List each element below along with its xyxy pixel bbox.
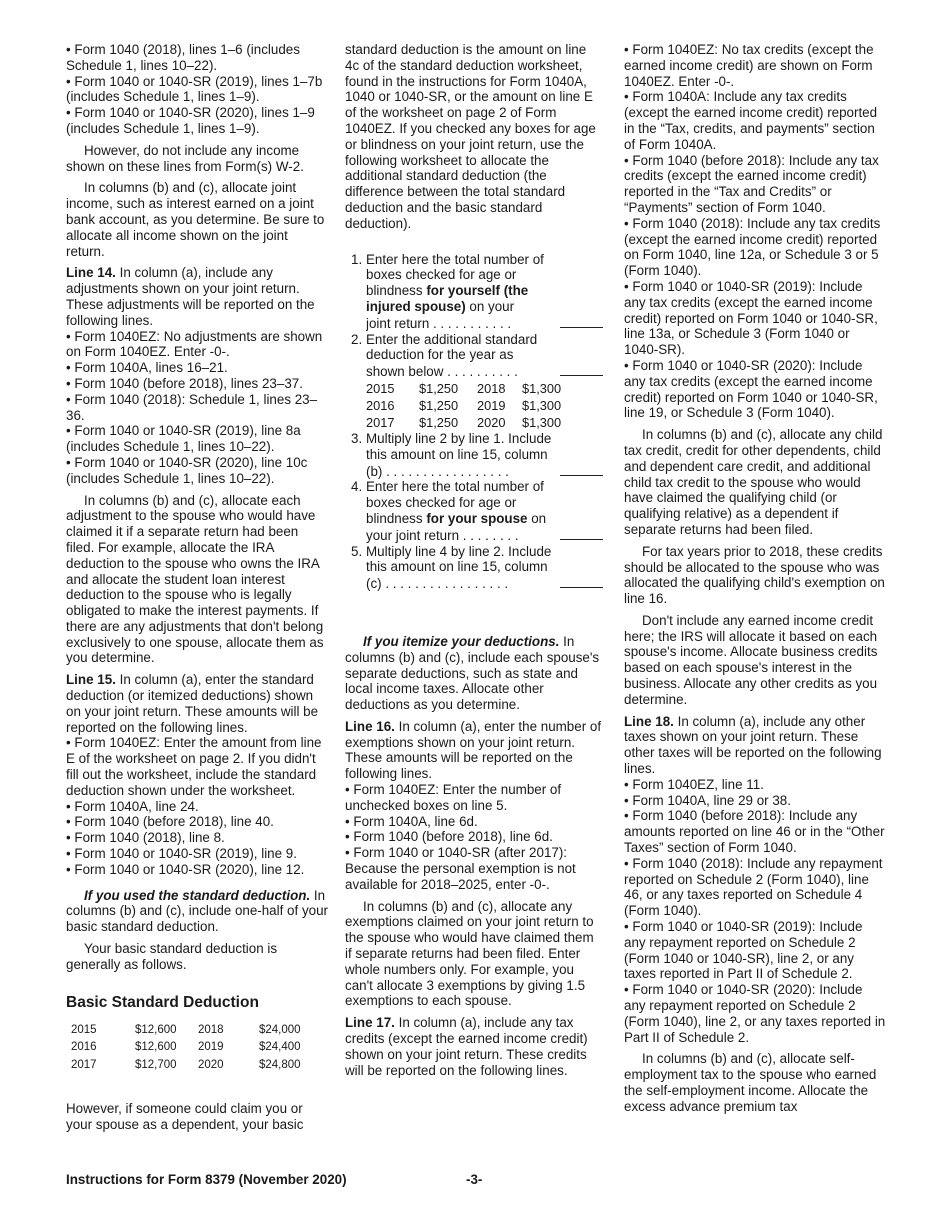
line-14-text: In column (a), include any adjustments shown on your joint return. These adjustments will be reported on the following lines.	[66, 265, 315, 328]
paragraph-allocate-exemptions: In columns (b) and (c), allocate any exemptions claimed on your joint return to the spouse who would have claimed them if separate returns had been filed. Enter whole numbers only. For example, you can't allocate 3 exemptions by giving 1.5 exemptions to each spouse.	[345, 898, 594, 1009]
footer-title: Instructions for Form 8379 (November 2020)	[66, 1172, 347, 1187]
bsd-cell: 2018	[198, 1023, 224, 1036]
paragraph-however-dependent: However, if someone could claim you or your spouse as a dependent, your basic	[66, 1101, 304, 1132]
bsd-row	[71, 1022, 319, 1040]
line-14-intro	[66, 265, 328, 328]
bsd-cell: $24,400	[259, 1041, 301, 1054]
worksheet-entry-line-2[interactable]	[560, 363, 603, 376]
line-17-intro	[345, 1015, 603, 1078]
worksheet-text: blindness for your spouse on	[366, 510, 547, 526]
column-3	[624, 42, 886, 1121]
worksheet-text: deduction for the year as	[366, 347, 514, 363]
worksheet-text: Enter the additional standard	[366, 331, 538, 347]
bullet-1040sr-2019: • Form 1040 or 1040-SR (2019), lines 1–7b (includes Schedule 1, lines 1–9).	[66, 73, 323, 105]
line-14-bullet: • Form 1040 (2018): Schedule 1, lines 23–36.	[66, 391, 318, 423]
line-17-bullet: • Form 1040 or 1040-SR (2020): Include any tax credits (except the earned income credit) reported on Form 1040 or 1040-SR, line 19, or Schedule 3 (Form 1040).	[624, 357, 878, 421]
paragraph-itemize	[345, 634, 603, 713]
line-15-text: In column (a), enter the standard deduction (or itemized deductions) shown on your joint return. These amounts will be reported on the following lines.	[66, 672, 319, 735]
itemize-text: In columns (b) and (c), include each spouse's separate deductions, such as state and local income taxes. Allocate other deductions as you determine.	[345, 633, 600, 713]
worksheet-text: (b) . . . . . . . . . . . . . . . . .	[366, 463, 509, 479]
line-18-bullet: • Form 1040 or 1040-SR (2020): Include any repayment reported on Schedule 2 (Form 1040), line 2, or any taxes reported in Part II of Schedule 2.	[624, 982, 886, 1045]
column-2	[345, 42, 603, 1078]
worksheet-text: (c) . . . . . . . . . . . . . . . . .	[366, 576, 509, 592]
line-16-intro	[345, 719, 603, 782]
paragraph-prior-2018: For tax years prior to 2018, these credits should be allocated to the spouse who was allocated the qualifying child's exemption on line 16.	[624, 543, 885, 607]
line-15-bullet: • Form 1040A, line 24.	[66, 798, 199, 814]
additional-deduction-cell: 2016	[366, 397, 395, 413]
line-18-bullet: • Form 1040 (before 2018): Include any amounts reported on line 46 or in the “Other Taxes” section of Form 1040.	[624, 808, 885, 856]
line-18-bullet: • Form 1040 or 1040-SR (2019): Include any repayment reported on Schedule 2 (Form 1040 or 1040-SR), line 2, or any taxes reported in Part II of Schedule 2.	[624, 919, 863, 982]
additional-deduction-cell: 2015	[366, 380, 395, 396]
worksheet-text: Multiply line 2 by line 1. Include	[366, 430, 552, 446]
worksheet-item-2	[345, 332, 603, 380]
worksheet-text: Enter here the total number of	[366, 251, 544, 267]
line-15-bullet: • Form 1040 or 1040-SR (2019), line 9.	[66, 846, 297, 862]
worksheet-text: boxes checked for age or	[366, 495, 517, 511]
line-16-bullet: • Form 1040 (before 2018), line 6d.	[345, 829, 553, 845]
line-18-label: Line 18.	[624, 713, 674, 729]
paragraph-self-employment: In columns (b) and (c), allocate self-employment tax to the spouse who earned the self-employment income. Allocate the excess advance premium tax	[624, 1051, 877, 1114]
bsd-cell: $24,800	[259, 1059, 301, 1072]
line-14-bullet: • Form 1040 or 1040-SR (2019), line 8a (includes Schedule 1, lines 10–22).	[66, 423, 301, 455]
worksheet-entry-line-3[interactable]	[560, 463, 603, 476]
paragraph-allocate-joint-income: In columns (b) and (c), allocate joint income, such as interest earned on a joint bank account, as you determine. Be sure to allocate all income shown on the joint return.	[66, 180, 325, 259]
line-14-bullet: • Form 1040 (before 2018), lines 23–37.	[66, 375, 303, 391]
bsd-cell: 2015	[71, 1023, 97, 1036]
worksheet-text: this amount on line 15, column	[366, 446, 548, 462]
line-15-bullet: • Form 1040 or 1040-SR (2020), line 12.	[66, 861, 305, 877]
paragraph-standard-deduction	[66, 888, 328, 935]
paragraph-standard-deduction-cont: standard deduction is the amount on line 4c of the standard deduction worksheet, found in the instructions for Form 1040A, 1040 or 1040-SR, or the amount on line E of the worksheet on page 2 of Form 1040EZ. If you checked any boxes for age or blindness on your joint return, use the following worksheet to allocate the additional standard deduction (the difference between the total standard deduction and the basic standard deduction).	[345, 42, 596, 231]
line-18-bullet: • Form 1040 (2018): Include any repayment reported on Schedule 2 (Form 1040), line 46, or any taxes reported on Schedule 4 (Form 1040).	[624, 855, 883, 919]
line-18-intro	[624, 714, 886, 777]
additional-deduction-cell: 2019	[477, 397, 506, 413]
bsd-row	[71, 1039, 319, 1057]
worksheet-text: shown below . . . . . . . . . .	[366, 364, 518, 380]
line-15-intro	[66, 672, 328, 735]
bsd-cell: 2016	[71, 1041, 97, 1054]
standard-deduction-heading: If you used the standard deduction.	[84, 887, 311, 903]
line-14-label: Line 14.	[66, 265, 116, 281]
bsd-cell: 2017	[71, 1059, 97, 1072]
worksheet-text: your joint return . . . . . . . .	[366, 527, 519, 543]
page-number: -3-	[466, 1172, 483, 1187]
bsd-row	[71, 1057, 319, 1075]
worksheet-entry-line-5[interactable]	[560, 575, 603, 588]
additional-deduction-cell: $1,300	[522, 414, 562, 430]
worksheet-item-number: 5.	[351, 543, 363, 559]
line-17-bullet: • Form 1040 or 1040-SR (2019): Include any tax credits (except the earned income credit) reported on Form 1040 or 1040-SR, line 13a, or Schedule 3 (Form 1040 or 1040-SR).	[624, 278, 878, 358]
additional-deduction-row	[366, 414, 580, 431]
additional-deduction-cell: $1,300	[522, 380, 562, 396]
worksheet-item-number: 2.	[351, 331, 363, 347]
additional-deduction-cell: 2020	[477, 414, 506, 430]
bsd-cell: $12,700	[135, 1059, 177, 1072]
basic-standard-deduction-heading: Basic Standard Deduction	[66, 993, 259, 1011]
standard-deduction-text: In columns (b) and (c), include one-half of your basic standard deduction.	[66, 887, 328, 935]
line-16-bullet: • Form 1040A, line 6d.	[345, 813, 478, 829]
bsd-cell: $12,600	[135, 1023, 177, 1036]
line-16-label: Line 16.	[345, 718, 395, 734]
itemize-heading: If you itemize your deductions.	[363, 633, 560, 649]
worksheet-text: this amount on line 15, column	[366, 559, 548, 575]
worksheet-text: Multiply line 4 by line 2. Include	[366, 543, 552, 559]
line-18-text: In column (a), include any other taxes shown on your joint return. These other taxes will be reported on the following lines.	[624, 713, 882, 777]
column-1	[66, 42, 328, 1139]
line-17-bullet: • Form 1040EZ: No tax credits (except the earned income credit) are shown on Form 1040EZ. Enter -0-.	[624, 42, 874, 89]
additional-deduction-table	[366, 380, 580, 431]
line-15-bullet: • Form 1040 (before 2018), line 40.	[66, 814, 274, 830]
bsd-cell: $12,600	[135, 1041, 177, 1054]
paragraph-allocate-adjustments: In columns (b) and (c), allocate each adjustment to the spouse who would have claimed it if a separate return had been filed. For example, allocate the IRA deduction to the spouse who owns the IRA and allocate the student loan interest deduction to the spouse who is legally obligated to make the interest payments. If there are any adjustments that don't belong exclusively to one spouse, allocate them as you determine.	[66, 492, 324, 666]
paragraph-earned-income-credit: Don't include any earned income credit here; the IRS will allocate it based on each spouse's income. Allocate business credits based on each spouse's interest in the business. Allocate any other credits as you determine.	[624, 612, 878, 707]
worksheet-text: Enter here the total number of	[366, 479, 544, 495]
paragraph-child-credits: In columns (b) and (c), allocate any child tax credit, credit for other dependents, child and dependent care credit, and additional child tax credit to the spouse who would have claimed the qualifying child (or qualifying relative) as a dependent if separate returns had been filed.	[624, 427, 883, 537]
worksheet-text: boxes checked for age or	[366, 267, 517, 283]
worksheet-entry-line-4[interactable]	[560, 527, 603, 540]
bullet-1040-2018: • Form 1040 (2018), lines 1–6 (includes Schedule 1, lines 10–22).	[66, 42, 300, 73]
line-17-label: Line 17.	[345, 1015, 395, 1031]
line-14-bullet: • Form 1040 or 1040-SR (2020), line 10c (includes Schedule 1, lines 10–22).	[66, 454, 308, 486]
line-17-text: In column (a), include any tax credits (except the earned income credit) shown on your joint return. These credits will be reported on the following lines.	[345, 1015, 588, 1078]
worksheet-item-1	[345, 252, 603, 332]
bsd-cell: 2019	[198, 1041, 224, 1054]
worksheet-text: joint return . . . . . . . . . . .	[366, 315, 512, 331]
basic-standard-deduction-table	[71, 1022, 319, 1075]
line-16-bullet: • Form 1040 or 1040-SR (after 2017): Because the personal exemption is not available for 2018–2025, enter -0-.	[345, 845, 576, 892]
line-18-bullet: • Form 1040EZ, line 11.	[624, 776, 764, 792]
bsd-cell: $24,000	[259, 1023, 301, 1036]
worksheet-item-number: 4.	[351, 479, 363, 495]
bullet-1040sr-2020: • Form 1040 or 1040-SR (2020), lines 1–9 (includes Schedule 1, lines 1–9).	[66, 105, 315, 136]
additional-deduction-cell: $1,250	[419, 397, 459, 413]
worksheet-item-4	[345, 479, 603, 543]
line-16-text: In column (a), enter the number of exemptions shown on your joint return. These amounts will be reported on the following lines.	[345, 718, 602, 782]
line-16-bullet: • Form 1040EZ: Enter the number of unchecked boxes on line 5.	[345, 782, 562, 813]
line-15-bullet: • Form 1040 (2018), line 8.	[66, 830, 225, 846]
additional-deduction-cell: $1,250	[419, 380, 459, 396]
worksheet-item-5	[345, 544, 603, 592]
line-17-bullet: • Form 1040A: Include any tax credits (except the earned income credit) reported in the “Tax, credits, and payments” section of Form 1040A.	[624, 89, 878, 152]
worksheet-text: injured spouse) on your	[366, 298, 515, 314]
additional-deduction-worksheet-cont	[345, 431, 603, 592]
additional-deduction-cell: 2018	[477, 380, 506, 396]
paragraph-w2-exclusion: However, do not include any income shown on these lines from Form(s) W-2.	[66, 142, 304, 174]
line-17-bullet: • Form 1040 (before 2018): Include any tax credits (except the earned income credit) reported in the “Tax and Credits” or “Payments” section of Form 1040.	[624, 152, 879, 215]
additional-deduction-row	[366, 397, 580, 414]
line-15-label: Line 15.	[66, 672, 116, 688]
worksheet-text: blindness for yourself (the	[366, 283, 529, 299]
line-17-bullet: • Form 1040 (2018): Include any tax credits (except the earned income credit) reported on Form 1040, line 12a, or Schedule 3 or 5 (Form 1040).	[624, 215, 881, 279]
worksheet-entry-line-1[interactable]	[560, 315, 603, 328]
additional-deduction-cell: 2017	[366, 414, 395, 430]
paragraph-basic-follows: Your basic standard deduction is generally as follows.	[66, 941, 278, 972]
additional-deduction-row	[366, 380, 580, 397]
additional-deduction-cell: $1,300	[522, 397, 562, 413]
worksheet-item-number: 3.	[351, 430, 363, 446]
line-15-bullet: • Form 1040EZ: Enter the amount from line E of the worksheet on page 2. If you didn't fill out the worksheet, include the standard deduction shown under the worksheet.	[66, 735, 322, 798]
additional-deduction-cell: $1,250	[419, 414, 459, 430]
worksheet-item-number: 1.	[351, 251, 363, 267]
line-18-bullet: • Form 1040A, line 29 or 38.	[624, 792, 791, 808]
bsd-cell: 2020	[198, 1059, 224, 1072]
line-14-bullet: • Form 1040EZ: No adjustments are shown on Form 1040EZ. Enter -0-.	[66, 328, 323, 360]
line-14-bullet: • Form 1040A, lines 16–21.	[66, 360, 228, 376]
additional-deduction-worksheet	[345, 252, 603, 380]
worksheet-item-3	[345, 431, 603, 479]
